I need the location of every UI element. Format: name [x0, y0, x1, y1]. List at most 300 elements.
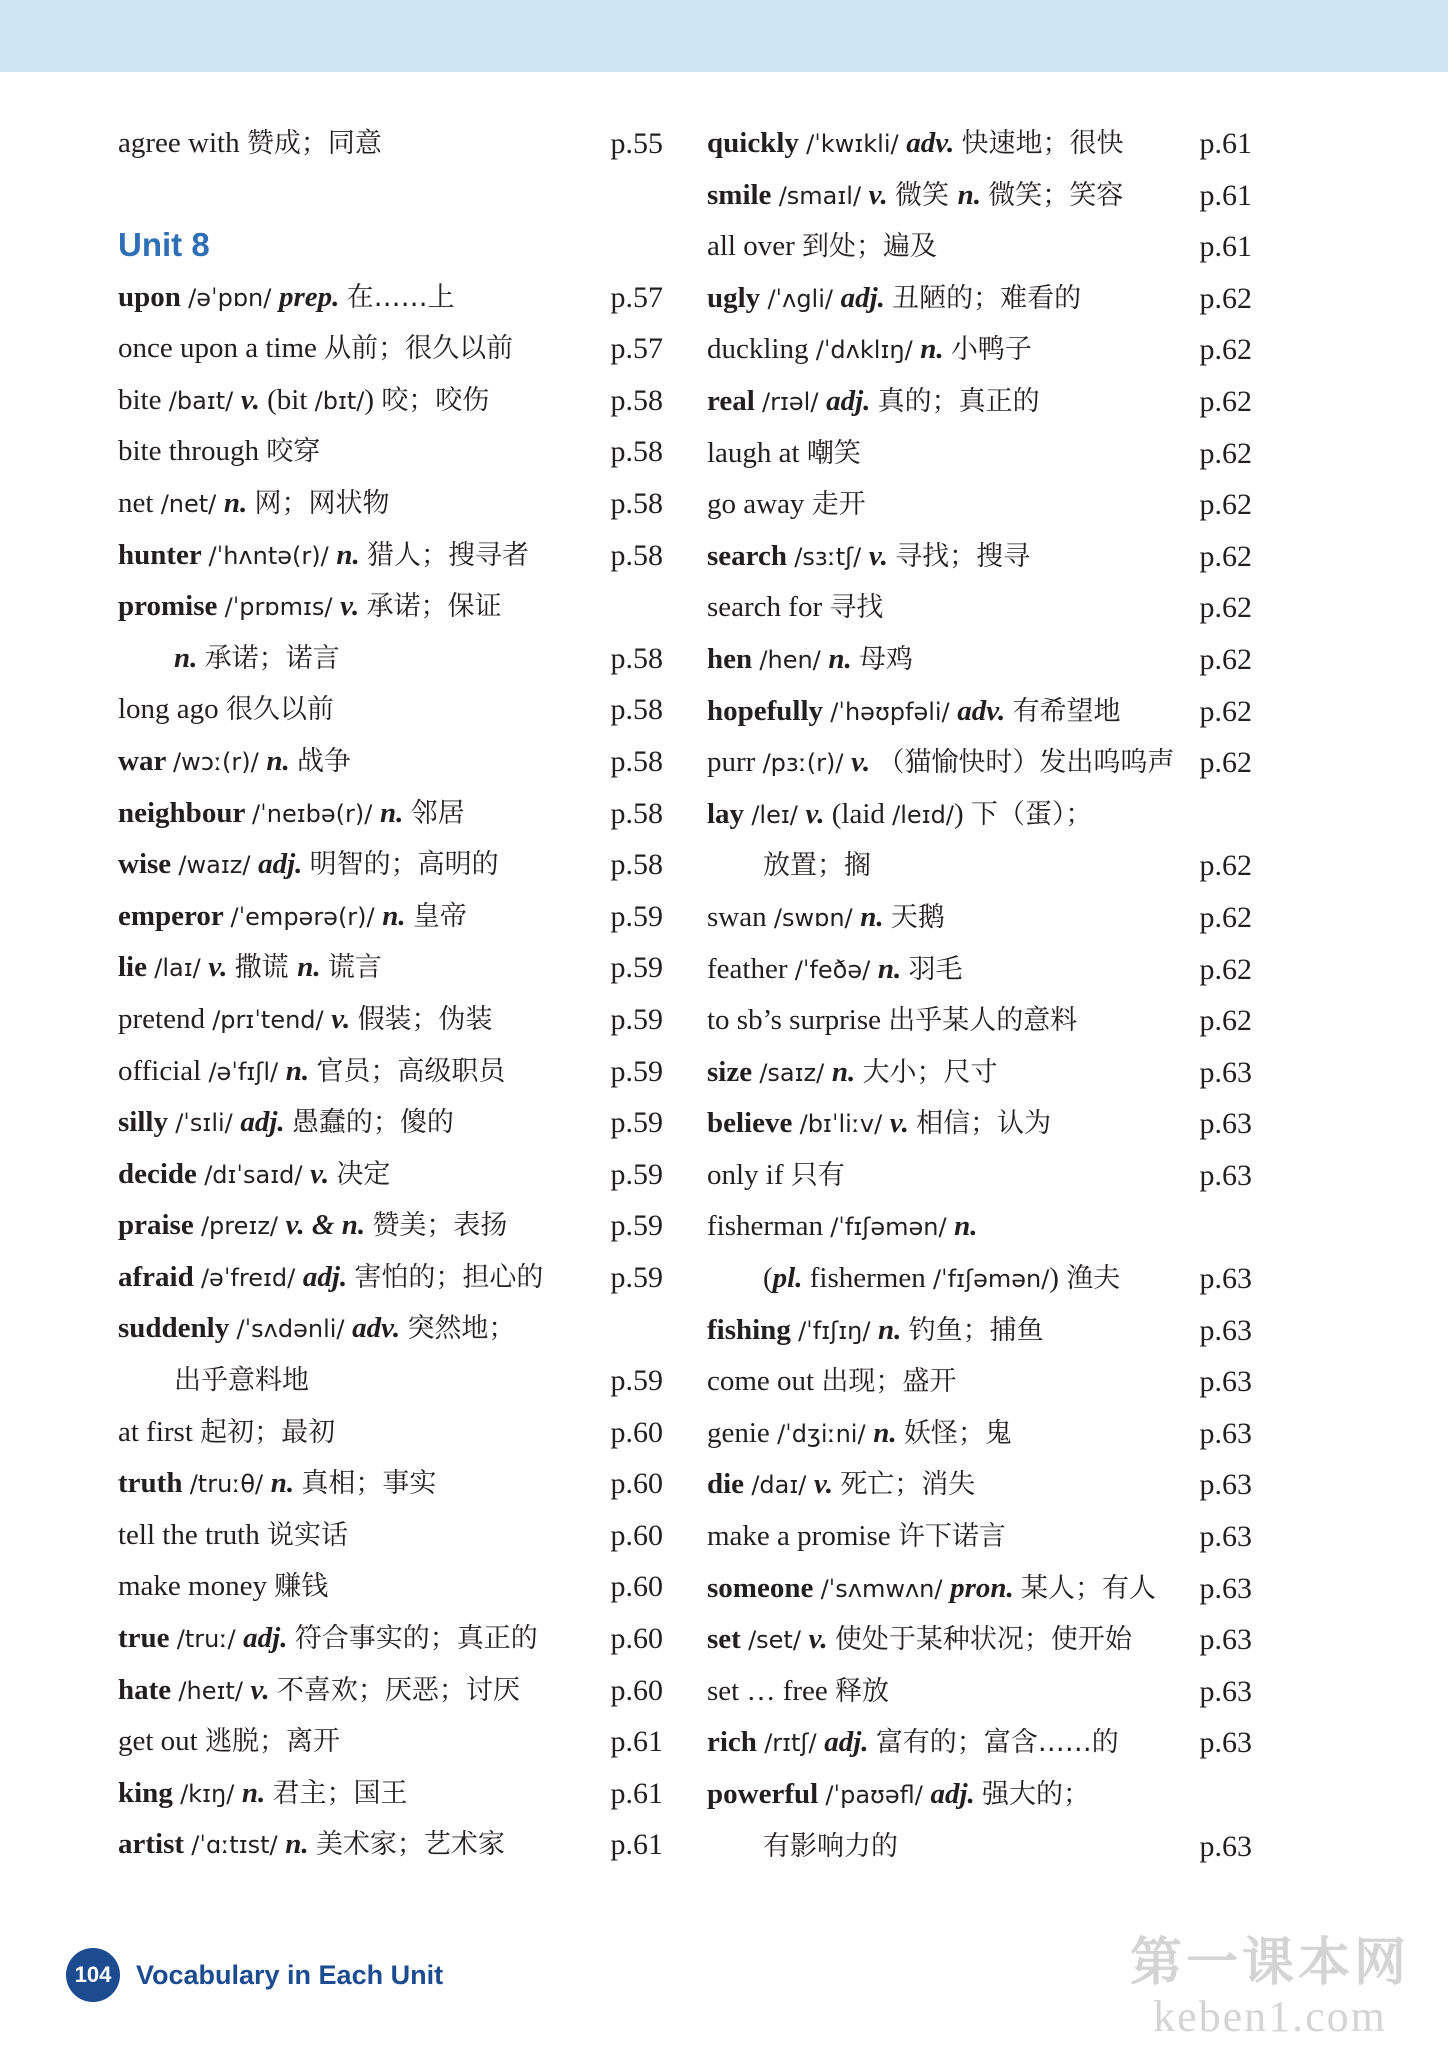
phonetic: /heɪt/	[178, 1676, 251, 1705]
phonetic: /laɪ/	[154, 954, 209, 983]
page-reference: p.62	[1199, 694, 1252, 728]
phonetic: /rɪəl/	[762, 387, 827, 416]
entry-text	[707, 1563, 1156, 1616]
phonetic: /ˈfɪʃəmən/	[830, 1213, 955, 1242]
page-reference: p.58	[610, 693, 663, 727]
page-reference: p.61	[1199, 178, 1252, 212]
phonetic: /leɪ/	[751, 800, 806, 829]
entry-text	[118, 788, 465, 841]
page-reference: p.62	[1199, 746, 1252, 780]
phonetic: /daɪ/	[751, 1471, 814, 1500]
phonetic: /əˈfreɪd/	[200, 1263, 303, 1292]
vocab-entry	[707, 737, 1252, 789]
entry-text	[707, 273, 1081, 326]
entry-text	[118, 839, 499, 892]
phonetic: /leɪd/	[892, 800, 954, 829]
entry-text	[118, 530, 529, 583]
page-reference: p.58	[610, 848, 663, 882]
vocab-entry	[118, 272, 663, 324]
headword: someone	[707, 1571, 821, 1604]
vocab-entry	[707, 995, 1252, 1047]
headword: hopefully	[707, 694, 831, 727]
chinese-meaning: 母鸡	[859, 643, 914, 675]
part-of-speech: adj.	[302, 1260, 355, 1293]
chinese-meaning: 有影响力的	[763, 1830, 898, 1862]
headword: die	[707, 1468, 752, 1501]
vocab-entry	[118, 530, 663, 582]
vocab-entry	[707, 479, 1252, 531]
vocab-entry	[707, 1666, 1252, 1718]
headword: rich	[707, 1726, 765, 1759]
part-of-speech: n.	[270, 1467, 302, 1500]
term-text: pretend	[118, 1002, 213, 1035]
entry-text	[707, 1511, 1006, 1563]
chinese-meaning: 承诺；保证	[366, 591, 502, 623]
page-reference: p.63	[1199, 1313, 1252, 1347]
phonetic: /sɜːtʃ/	[794, 542, 869, 571]
part-of-speech: v.	[889, 1107, 917, 1140]
vocab-entry	[707, 118, 1252, 170]
phonetic: /wɔː(r)/	[173, 747, 267, 776]
headword: wise	[118, 848, 179, 881]
entry-text	[118, 1252, 543, 1305]
entry-text	[118, 994, 493, 1047]
entry-text	[707, 221, 937, 273]
page-reference: p.61	[1199, 127, 1252, 160]
page-reference: p.62	[1199, 436, 1252, 470]
page-reference: p.58	[610, 744, 663, 778]
vocab-entry	[118, 1665, 663, 1717]
headword: afraid	[118, 1260, 201, 1293]
chinese-meaning: 出乎意料地	[174, 1365, 309, 1397]
watermark-logo	[1130, 1920, 1410, 2042]
term-text: only if	[707, 1158, 791, 1191]
entry-text	[707, 1305, 1044, 1358]
page-reference: p.63	[1199, 1055, 1252, 1089]
phonetic: /ˈneɪbə(r)/	[252, 799, 380, 828]
phonetic: /truː/	[176, 1625, 244, 1654]
entry-text	[118, 581, 501, 634]
phonetic: /ˈsʌdənli/	[236, 1315, 353, 1344]
chinese-meaning: 邻居	[410, 797, 465, 829]
entry-text	[707, 1459, 975, 1512]
entry-text	[118, 323, 513, 375]
page-reference: p.60	[610, 1467, 663, 1501]
entry-text	[707, 376, 1040, 429]
part-of-speech: v.	[813, 1468, 841, 1501]
term-text: purr	[707, 746, 763, 779]
chinese-meaning: 假装；伪装	[357, 1003, 493, 1035]
entry-text	[707, 1150, 845, 1202]
headword: fishing	[707, 1313, 799, 1346]
entry-text	[118, 1768, 408, 1821]
chinese-meaning: 使处于某种状况；使开始	[834, 1624, 1132, 1656]
vocab-entry	[118, 1200, 663, 1252]
entry-text	[118, 375, 489, 428]
page-reference: p.60	[610, 1673, 663, 1707]
chinese-meaning: 君主；国王	[272, 1777, 408, 1809]
term-text: swan	[707, 900, 774, 933]
part-of-speech: v.	[208, 951, 235, 984]
part-of-speech: n.	[920, 333, 951, 366]
chinese-meaning: 咬；咬伤	[381, 384, 490, 416]
entry-text	[118, 1407, 335, 1459]
part-of-speech: n.	[174, 641, 205, 674]
vocab-entry	[118, 1716, 663, 1768]
vocab-entry	[118, 1510, 663, 1562]
entry-text	[118, 1458, 436, 1511]
entry-text	[707, 479, 866, 531]
phonetic: /dɪˈsaɪd/	[204, 1160, 311, 1189]
vocab-entry	[707, 1408, 1252, 1460]
term-text: feather	[707, 952, 795, 985]
page-reference: p.59	[610, 1157, 663, 1191]
page-reference: p.55	[610, 127, 663, 160]
entry-text	[707, 170, 1123, 223]
vocab-entry	[707, 324, 1252, 376]
chinese-meaning: 赚钱	[274, 1571, 329, 1603]
page-reference: p.62	[1199, 281, 1252, 315]
chinese-meaning: 真的；真正的	[877, 385, 1040, 417]
term-text: (laid	[831, 797, 893, 830]
entry-text	[763, 1253, 1120, 1306]
page-reference: p.62	[1199, 1004, 1252, 1038]
entry-text	[707, 1614, 1132, 1667]
page-reference: p.59	[610, 1054, 663, 1088]
phonetic: /ˈempərə(r)/	[230, 902, 383, 931]
chinese-meaning: 赞美；表扬	[372, 1210, 508, 1242]
headword: search	[707, 539, 795, 572]
vocab-entry	[118, 1097, 663, 1149]
term-text: agree with	[118, 127, 247, 159]
entry-text	[707, 324, 1032, 377]
term-text: tell the truth	[118, 1518, 267, 1551]
phonetic: /ˈdʌklɪŋ/	[815, 336, 921, 365]
term-text: )	[364, 383, 382, 416]
chinese-meaning: 羽毛	[908, 953, 963, 985]
page-reference: p.62	[1199, 384, 1252, 418]
headword: hen	[707, 642, 760, 675]
page-reference: p.62	[1199, 642, 1252, 676]
headword: artist	[118, 1828, 192, 1861]
part-of-speech: adj.	[824, 1726, 876, 1759]
part-of-speech: v.	[240, 383, 268, 416]
vocab-entry	[707, 1563, 1252, 1615]
vocab-entry	[118, 323, 663, 375]
part-of-speech: n.	[285, 1054, 317, 1087]
entry-text	[118, 942, 382, 995]
vocab-entry	[118, 1407, 663, 1459]
entry-text	[118, 118, 382, 170]
chinese-meaning: 死亡；消失	[840, 1469, 976, 1501]
page-reference: p.63	[1199, 1365, 1252, 1399]
vocab-entry	[707, 273, 1252, 325]
chinese-meaning: 钓鱼；捕鱼	[908, 1314, 1044, 1346]
phonetic: /bɪˈliːv/	[799, 1110, 890, 1139]
part-of-speech: n.	[831, 1055, 863, 1088]
chinese-meaning: 真相；事实	[301, 1468, 437, 1500]
page-reference: p.63	[1199, 1262, 1252, 1296]
chinese-meaning: 微笑	[894, 179, 958, 211]
page-reference: p.60	[610, 1518, 663, 1552]
entry-text	[174, 633, 340, 685]
watermark-text-url: keben1.com	[1153, 1992, 1387, 2041]
page-reference: p.62	[1199, 900, 1252, 934]
page-reference: p.57	[610, 280, 663, 314]
vocab-entry	[707, 1047, 1252, 1099]
vocab-entry	[118, 1303, 663, 1355]
entry-text	[707, 944, 962, 997]
page-reference: p.58	[610, 641, 663, 675]
page-reference: p.62	[1199, 539, 1252, 573]
chinese-meaning: 放置；搁	[763, 850, 871, 882]
top-banner	[0, 0, 1448, 72]
chinese-meaning: 寻找	[829, 592, 884, 624]
entry-text	[707, 789, 1092, 842]
vocab-entry	[707, 531, 1252, 583]
part-of-speech: adv.	[957, 694, 1013, 727]
phonetic: /ˈkwɪkli/	[806, 130, 907, 158]
chinese-meaning: 赞成；同意	[246, 128, 382, 159]
chinese-meaning: 从前；很久以前	[324, 333, 514, 365]
vocab-entry	[118, 891, 663, 943]
vocab-entry	[707, 634, 1252, 686]
term-text: come out	[707, 1365, 822, 1398]
part-of-speech: adv.	[906, 127, 962, 159]
page-reference: p.59	[610, 1106, 663, 1140]
page-reference: p.62	[1199, 952, 1252, 986]
part-of-speech: n.	[828, 642, 860, 675]
chinese-meaning: 猎人；搜寻者	[366, 539, 529, 571]
part-of-speech: n.	[954, 1210, 978, 1243]
part-of-speech: n.	[379, 796, 411, 829]
vocab-entry	[707, 428, 1252, 480]
page-reference: p.59	[610, 1260, 663, 1294]
page-reference: p.61	[610, 1828, 663, 1862]
chinese-meaning: 富有的；富含……的	[875, 1727, 1119, 1759]
vocabulary-column-left	[118, 118, 663, 1871]
headword: emperor	[118, 899, 231, 932]
entry-text	[707, 1098, 1051, 1151]
part-of-speech: v. & n.	[285, 1209, 373, 1242]
chinese-meaning: 谎言	[327, 952, 382, 984]
chinese-meaning: 皇帝	[412, 900, 467, 932]
page-reference: p.63	[1199, 1107, 1252, 1141]
part-of-speech: prep.	[278, 280, 347, 313]
part-of-speech: n.	[223, 486, 255, 519]
chinese-meaning: 强大的；	[982, 1779, 1091, 1810]
page-reference: p.62	[1199, 591, 1252, 625]
vocab-entry	[118, 1613, 663, 1665]
page-reference: p.60	[610, 1570, 663, 1604]
entry-text	[707, 1408, 1012, 1461]
page-footer	[66, 1948, 443, 2002]
vocab-entry	[118, 1768, 663, 1820]
chinese-meaning: 渔夫	[1066, 1263, 1121, 1295]
headword: suddenly	[118, 1312, 237, 1345]
chinese-meaning: 妖怪；鬼	[903, 1417, 1012, 1449]
vocab-entry	[707, 789, 1252, 841]
term-text: make a promise	[707, 1520, 898, 1553]
term-text: (	[763, 1262, 773, 1295]
phonetic: /bɪt/	[314, 386, 365, 415]
vocab-entry	[118, 633, 663, 685]
entry-text	[118, 1046, 505, 1099]
page-reference: p.62	[1199, 488, 1252, 522]
entry-text	[707, 737, 1174, 790]
term-text: )	[953, 797, 971, 830]
entry-text	[707, 1356, 956, 1408]
entry-text	[118, 684, 334, 736]
vocab-entry	[118, 1046, 663, 1098]
phonetic: /set/	[748, 1626, 809, 1655]
entry-text	[707, 118, 1124, 171]
page-reference: p.63	[1199, 1829, 1252, 1863]
part-of-speech: n.	[297, 951, 328, 984]
headword: neighbour	[118, 796, 253, 829]
vocab-entry	[707, 892, 1252, 944]
chinese-meaning: 快速地；很快	[961, 128, 1124, 159]
vocab-entry	[707, 1201, 1252, 1253]
entry-text	[707, 1769, 1090, 1822]
term-text: long ago	[118, 693, 226, 726]
term-text: fishermen	[809, 1262, 933, 1295]
page-reference: p.58	[610, 486, 663, 520]
entry-text	[707, 892, 945, 945]
vocab-entry	[707, 1459, 1252, 1511]
part-of-speech: adv.	[352, 1312, 408, 1345]
vocab-entry	[707, 1821, 1252, 1873]
chinese-meaning: 咬穿	[266, 436, 321, 468]
chinese-meaning: 出现；盛开	[821, 1366, 957, 1398]
term-text: set … free	[707, 1674, 836, 1707]
part-of-speech: adj.	[930, 1778, 983, 1810]
vocab-entry	[118, 1819, 663, 1871]
headword: decide	[118, 1157, 205, 1190]
phonetic: /swɒn/	[773, 903, 861, 932]
term-text: )	[1049, 1262, 1067, 1295]
part-of-speech: adj.	[258, 848, 310, 881]
page-reference: p.62	[1199, 849, 1252, 883]
footer-title: Vocabulary in Each Unit	[136, 1959, 444, 1990]
part-of-speech: v.	[310, 1157, 337, 1190]
headword: true	[118, 1622, 177, 1655]
term-text: get out	[118, 1725, 205, 1758]
term-text: laugh at	[707, 436, 807, 469]
term-text: duckling	[707, 333, 816, 366]
entry-text	[707, 531, 1030, 584]
headword: king	[118, 1776, 181, 1809]
chinese-meaning: 很久以前	[225, 694, 334, 726]
chinese-meaning: 寻找；搜寻	[895, 540, 1031, 572]
page-reference: p.63	[1199, 1623, 1252, 1657]
phonetic: /hen/	[759, 645, 829, 674]
headword: silly	[118, 1106, 176, 1139]
vocab-entry	[707, 376, 1252, 428]
part-of-speech: adj.	[240, 1106, 292, 1139]
page-reference: p.63	[1199, 1726, 1252, 1760]
headword: ugly	[707, 281, 768, 314]
chinese-meaning: 愚蠢的；傻的	[291, 1107, 454, 1139]
term-text: once upon a time	[118, 332, 325, 365]
vocab-entry	[118, 581, 663, 633]
headword: promise	[118, 590, 225, 623]
phonetic: /ˈsɪli/	[175, 1109, 241, 1138]
entry-text	[174, 1355, 309, 1407]
part-of-speech: n.	[860, 900, 891, 933]
headword: hunter	[118, 538, 209, 571]
entry-text	[118, 1303, 515, 1356]
page-reference: p.59	[610, 899, 663, 933]
entry-text	[118, 1200, 507, 1253]
entry-text	[707, 1047, 998, 1100]
vocab-entry	[707, 1356, 1252, 1408]
part-of-speech: n.	[336, 538, 367, 571]
part-of-speech: pron.	[950, 1571, 1022, 1604]
term-text: net	[118, 486, 161, 519]
phonetic: /rɪtʃ/	[764, 1729, 825, 1758]
phonetic: /truːθ/	[189, 1470, 271, 1499]
chinese-meaning: 逃脱；离开	[205, 1726, 340, 1758]
chinese-meaning: 网；网状物	[254, 487, 390, 519]
page-reference: p.58	[610, 796, 663, 830]
unit-heading: Unit 8	[118, 225, 210, 263]
page-reference: p.63	[1199, 1416, 1252, 1450]
vocab-entry	[707, 582, 1252, 634]
term-text: official	[118, 1054, 209, 1087]
page-reference: p.57	[610, 332, 663, 366]
entry-text	[707, 634, 913, 687]
entry-text	[118, 478, 390, 531]
part-of-speech: v.	[808, 1623, 835, 1656]
entry-text	[118, 1819, 505, 1872]
entry-text	[707, 428, 861, 480]
entry-text	[118, 1097, 454, 1150]
vocab-entry	[707, 221, 1252, 273]
part-of-speech: n.	[266, 744, 297, 777]
term-text: make money	[118, 1570, 275, 1603]
vocab-entry	[118, 426, 663, 478]
part-of-speech: n.	[877, 952, 909, 985]
entry-text	[763, 840, 871, 892]
term-text: all over	[707, 230, 803, 263]
phonetic: /ˈprɒmɪs/	[224, 593, 341, 622]
vocab-entry	[118, 118, 663, 170]
page-reference: p.60	[610, 1622, 663, 1656]
page-reference: p.60	[610, 1415, 663, 1449]
part-of-speech: n.	[957, 178, 989, 211]
phonetic: /ˈdʒiːni/	[777, 1419, 874, 1448]
phonetic: /ˈsʌmwʌn/	[820, 1574, 951, 1603]
vocab-entry	[118, 478, 663, 530]
chinese-meaning: 微笑；笑容	[988, 179, 1124, 211]
part-of-speech: adj.	[243, 1622, 295, 1655]
vocab-entry	[118, 994, 663, 1046]
phonetic: /baɪt/	[168, 386, 241, 415]
phonetic: /smaɪl/	[778, 181, 869, 210]
chinese-meaning: 到处；遍及	[802, 231, 938, 263]
headword: believe	[707, 1107, 800, 1140]
headword: powerful	[707, 1778, 826, 1810]
term-text: at first	[118, 1415, 201, 1448]
chinese-meaning: 某人；有人	[1021, 1572, 1157, 1604]
headword: lay	[707, 797, 752, 830]
page-reference: p.63	[1199, 1468, 1252, 1502]
phonetic: /əˈfɪʃl/	[208, 1057, 286, 1086]
page-reference: p.61	[610, 1725, 663, 1759]
chinese-meaning: 说实话	[267, 1519, 348, 1551]
page-reference: p.59	[610, 951, 663, 985]
